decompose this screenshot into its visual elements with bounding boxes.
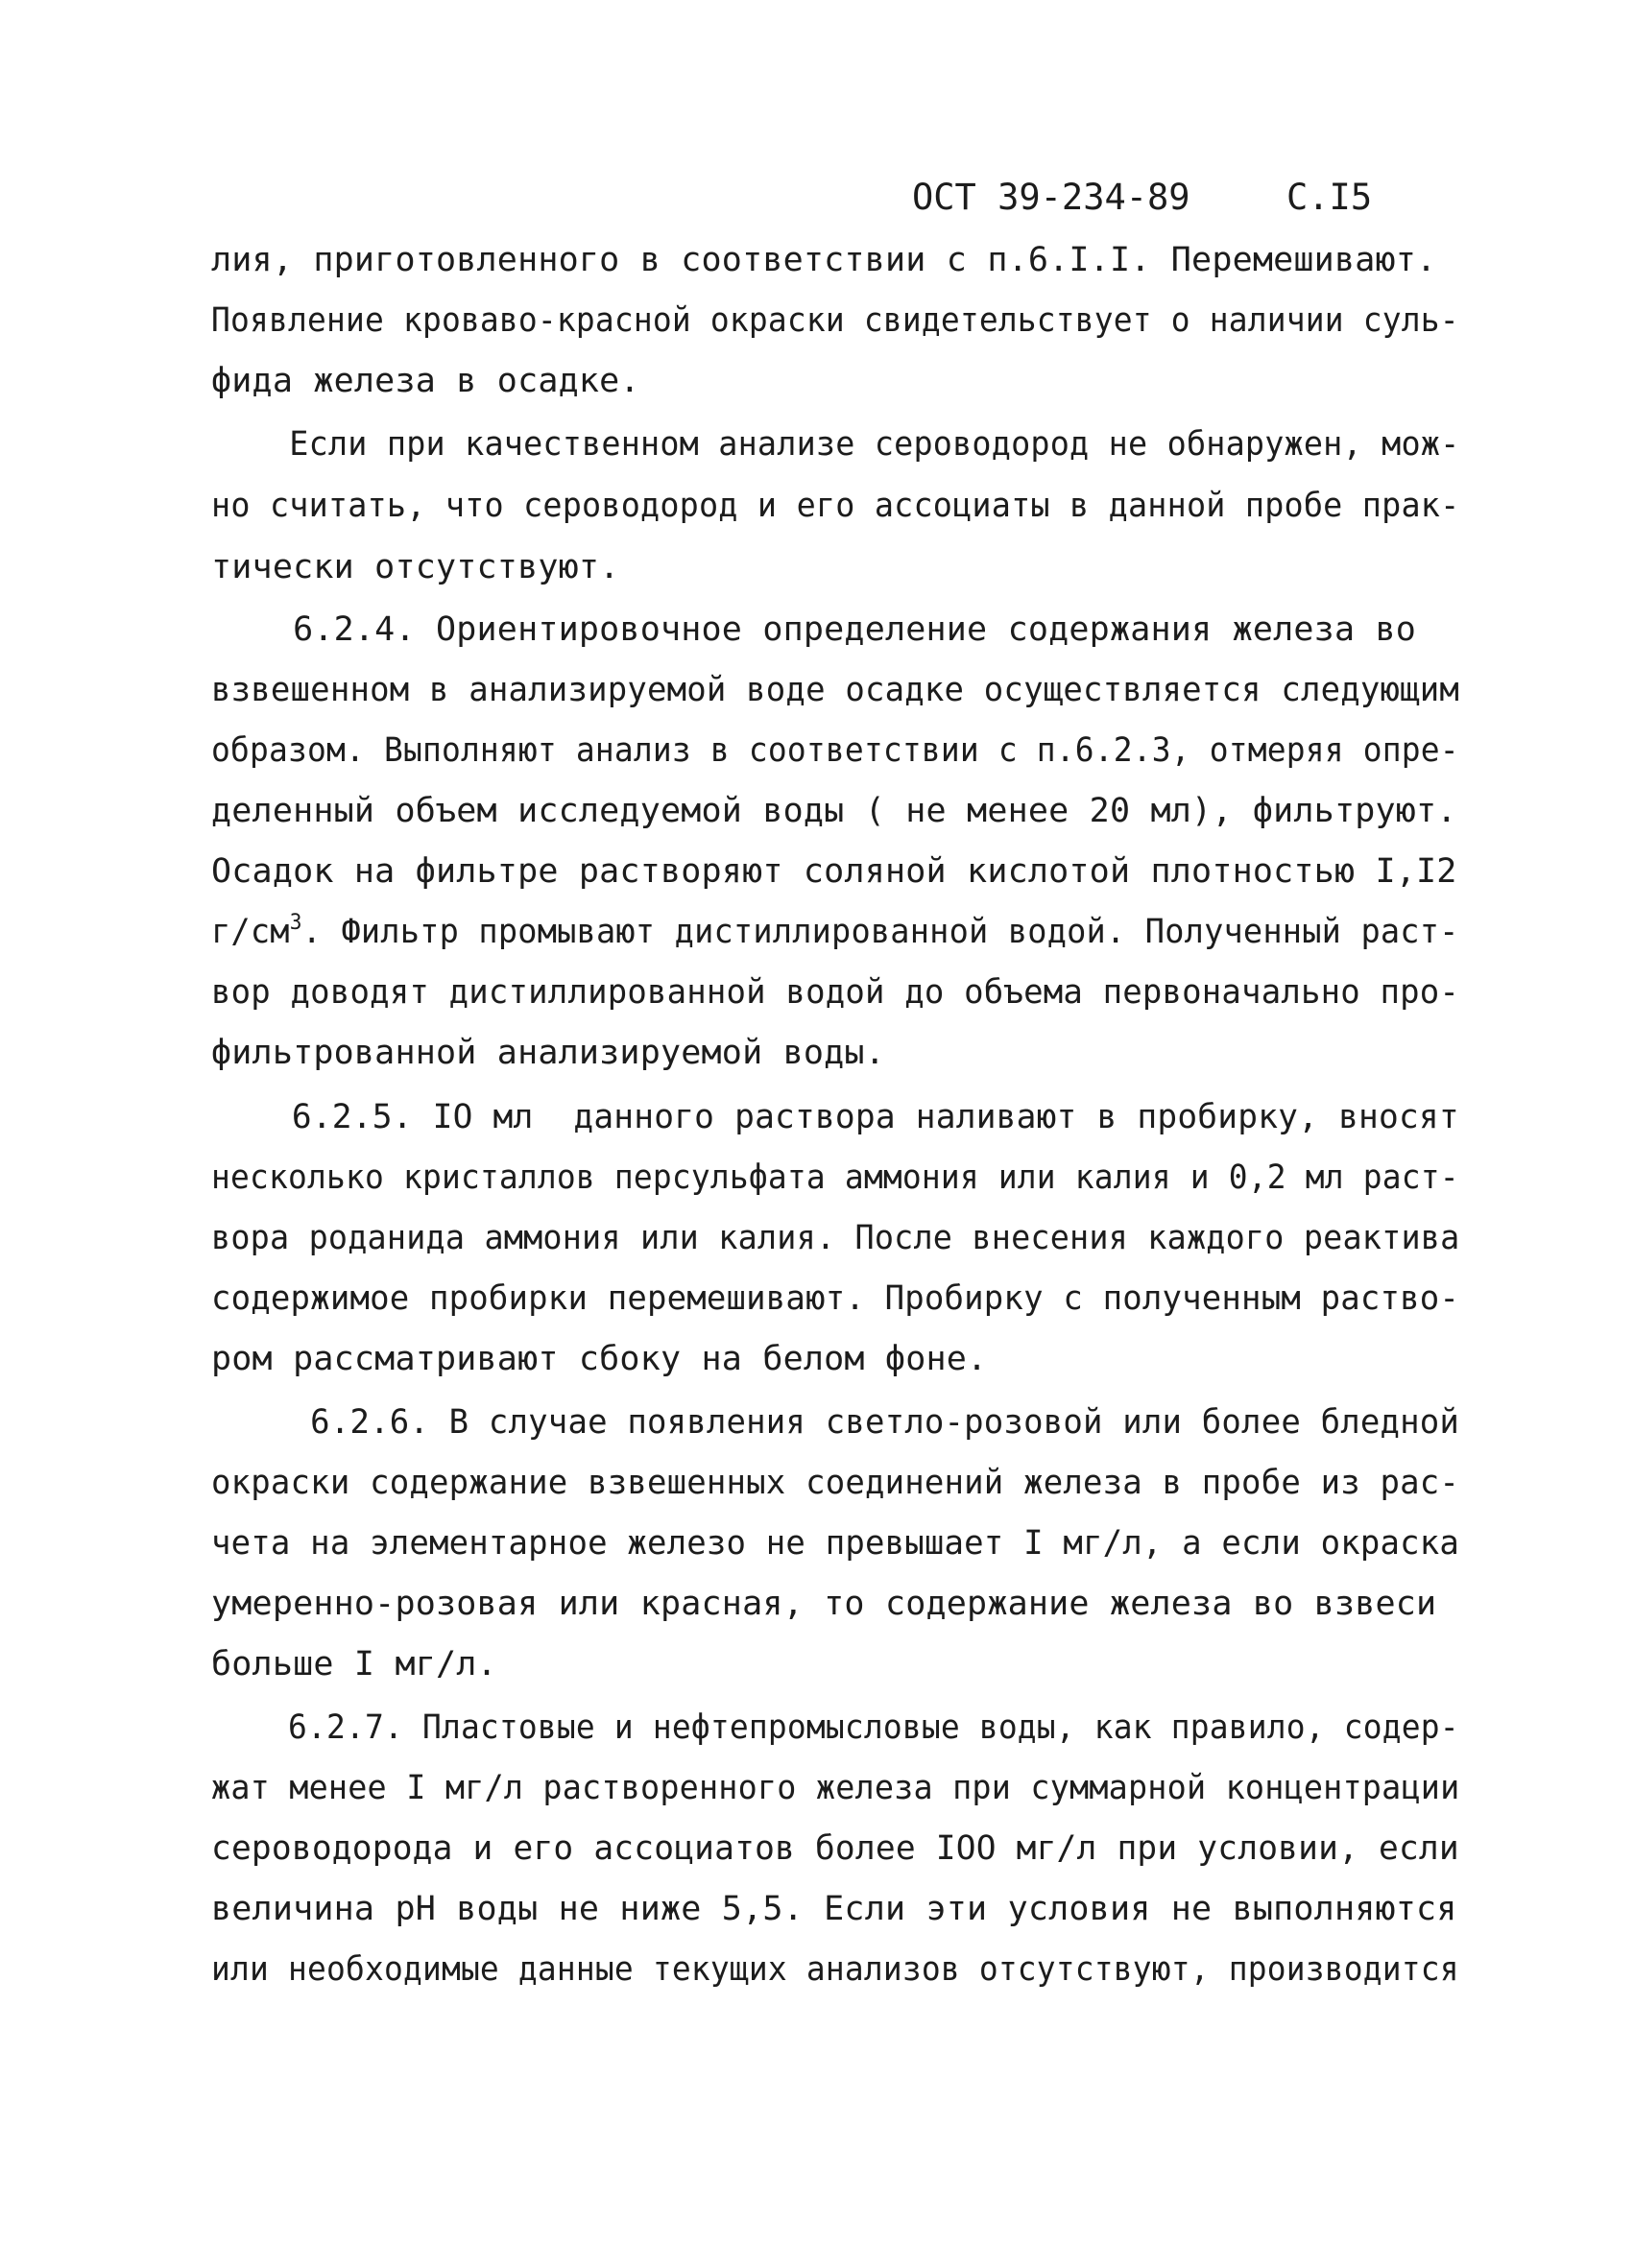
- text-line: 6.2.6. В случае появления светло-розовой или более бледной: [211, 1403, 1460, 1442]
- text-fragment: г/см: [211, 913, 290, 951]
- text-line: умеренно-розовая или красная, то содержание железа во взвеси: [211, 1585, 1437, 1623]
- text-line: несколько кристаллов персульфата аммония или калия и 0,2 мл раст-: [211, 1158, 1459, 1197]
- text-line: фильтрованной анализируемой воды.: [211, 1034, 885, 1072]
- text-line: больше I мг/л.: [211, 1645, 497, 1683]
- text-line: взвешенном в анализируемой воде осадке осуществляется следующим: [211, 671, 1460, 709]
- text-line: окраски содержание взвешенных соединений железа в пробе из рас-: [211, 1464, 1460, 1502]
- page-header: [912, 171, 1373, 225]
- text-line: 6.2.7. Пластовые и нефтепромысловые воды, как правило, содер-: [211, 1708, 1459, 1747]
- text-fragment: . Фильтр промывают дистиллированной водой. Полученный раст-: [301, 913, 1459, 951]
- text-line: содержимое пробирки перемешивают. Пробирку с полученным раство-: [211, 1279, 1460, 1318]
- superscript: 3: [289, 911, 302, 935]
- text-line: или необходимые данные текущих анализов отсутствуют, производится: [211, 1950, 1459, 1989]
- text-line: жат менее I мг/л растворенного железа при суммарной концентрации: [211, 1769, 1460, 1807]
- document-code: ОСТ 39-234-89: [912, 177, 1190, 218]
- text-line: фида железа в осадке.: [211, 362, 640, 400]
- text-line: вор доводят дистиллированной водой до объема первоначально про-: [211, 973, 1460, 1012]
- text-line: 6.2.5. IO мл данного раствора наливают в пробирку, вносят: [211, 1098, 1459, 1136]
- text-line: лия, приготовленного в соответствии с п.6.I.I. Перемешивают.: [211, 241, 1437, 279]
- text-line: сероводорода и его ассоциатов более IOO мг/л при условии, если: [211, 1829, 1459, 1868]
- text-line: образом. Выполняют анализ в соответствии с п.6.2.3, отмеряя опре-: [211, 731, 1459, 770]
- text-line: 6.2.4. Ориентировочное определение содержания железа во: [211, 610, 1417, 649]
- text-line: чета на элементарное железо не превышает I мг/л, а если окраска: [211, 1524, 1460, 1563]
- text-line: величина pH воды не ниже 5,5. Если эти условия не выполняются: [211, 1890, 1457, 1928]
- text-line: деленный объем исследуемой воды ( не менее 20 мл), фильтруют.: [211, 792, 1457, 830]
- text-line: ром рассматривают сбоку на белом фоне.: [211, 1340, 988, 1378]
- text-line: Если при качественном анализе сероводород не обнаружен, мож-: [211, 425, 1460, 464]
- page-number: С.I5: [1286, 177, 1373, 218]
- text-line: Осадок на фильтре растворяют соляной кислотой плотностью I,I2: [211, 852, 1457, 891]
- text-line: тически отсутствуют.: [211, 548, 620, 586]
- text-line: вора роданида аммония или калия. После внесения каждого реактива: [211, 1219, 1460, 1257]
- text-line-with-superscript: [211, 902, 1459, 962]
- text-line: но считать, что сероводород и его ассоциаты в данной пробе прак-: [211, 487, 1460, 525]
- text-line: Появление кроваво-красной окраски свидетельствует о наличии суль-: [211, 301, 1459, 340]
